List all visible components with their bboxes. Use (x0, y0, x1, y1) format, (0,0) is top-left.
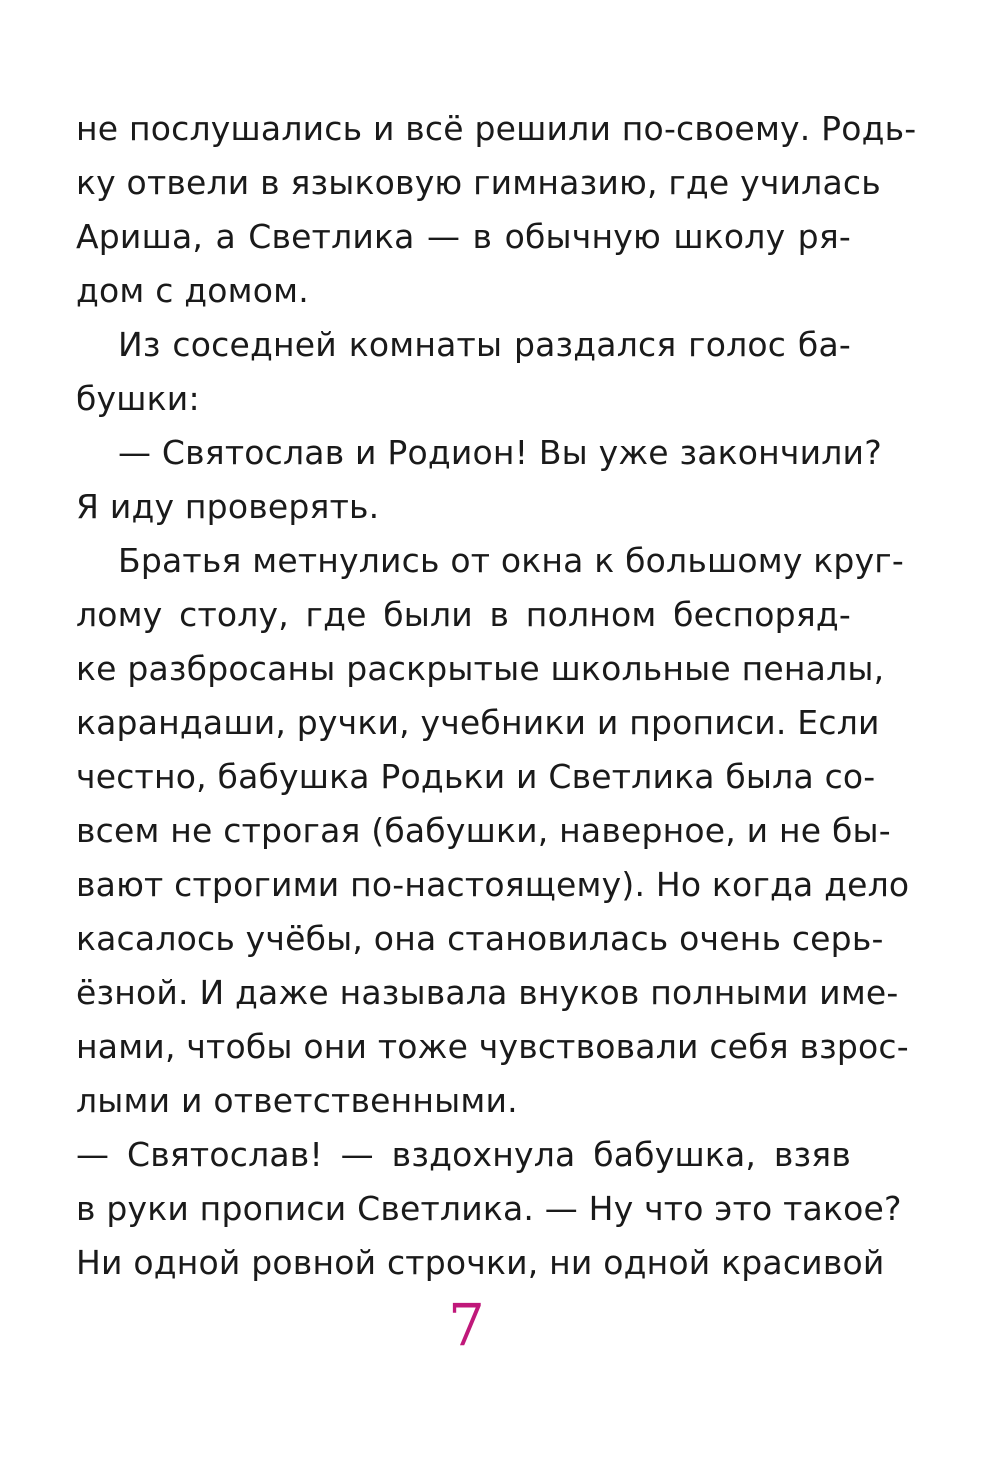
text-line: Братья метнулись от окна к большому круг- (118, 541, 904, 580)
text-line: Из соседней комнаты раздался голос ба- (118, 325, 851, 364)
text-line: ку отвели в языковую гимназию, где училась (76, 163, 881, 202)
text-line: ке разбросаны раскрытые школьные пеналы, (76, 649, 885, 688)
text-line: касалось учёбы, она становилась очень серь- (76, 919, 884, 958)
text-line: бушки: (76, 379, 200, 418)
text-line: дом с домом. (76, 271, 309, 310)
text-line: не послушались и всё решили по-своему. Родь- (76, 109, 917, 148)
text-line: нами, чтобы они тоже чувствовали себя взрос- (76, 1027, 909, 1066)
text-line: вают строгими по-настоящему). Но когда дело (76, 865, 910, 904)
text-line: лыми и ответственными. (76, 1081, 518, 1120)
text-line: всем не строгая (бабушки, наверное, и не бы- (76, 811, 891, 850)
text-line: в руки прописи Светлика. — Ну что это такое? (76, 1189, 902, 1228)
text-line: — Святослав! — вздохнула бабушка, взяв (76, 1135, 851, 1174)
text-line: ёзной. И даже называла внуков полными име- (76, 973, 899, 1012)
text-line: — Святослав и Родион! Вы уже закончили? (118, 433, 882, 472)
page-number: 7 (448, 1291, 485, 1359)
text-line: Ариша, а Светлика — в обычную школу ря- (76, 217, 851, 256)
text-line: Ни одной ровной строчки, ни одной красивой (76, 1243, 885, 1282)
text-line: честно, бабушка Родьки и Светлика была со- (76, 757, 876, 796)
text-line: лому столу, где были в полном беспоряд- (76, 595, 851, 634)
text-line: Я иду проверять. (76, 487, 380, 526)
text-line: карандаши, ручки, учебники и прописи. Если (76, 703, 880, 742)
